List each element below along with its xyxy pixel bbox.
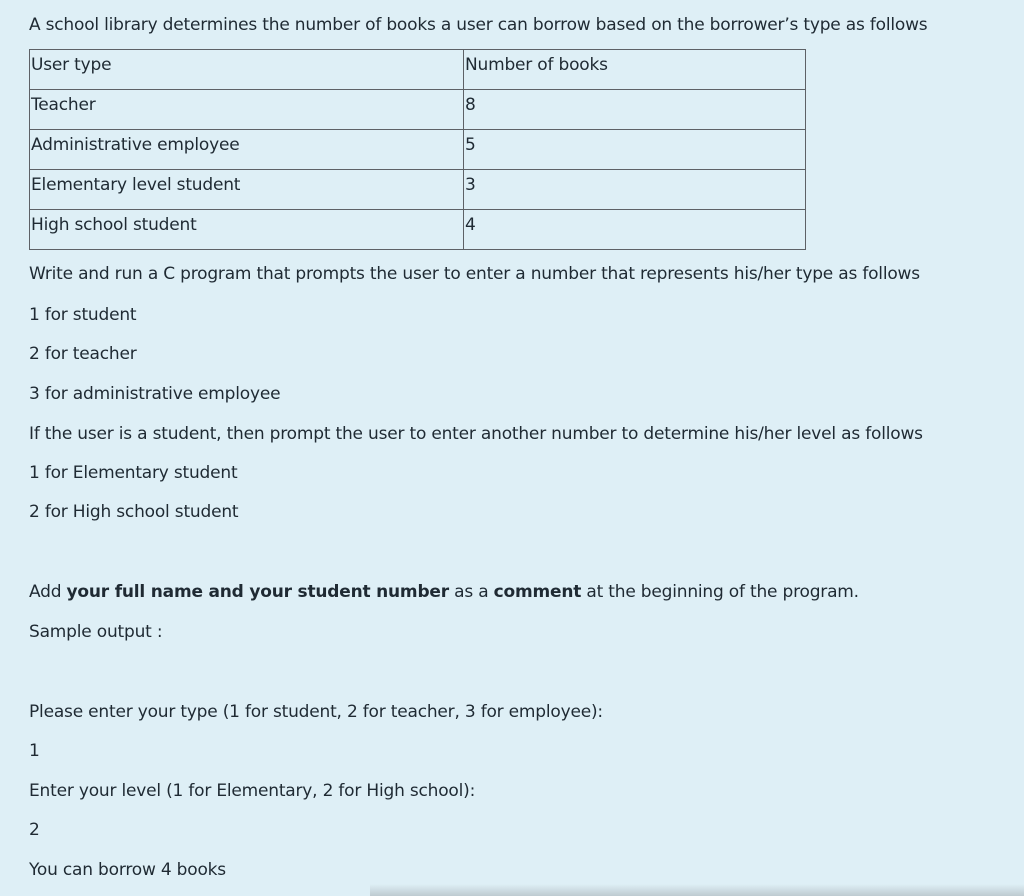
sample-prompt-level: Enter your level (1 for Elementary, 2 for High school): — [29, 781, 476, 801]
table-cell-user-type: Administrative employee — [30, 130, 464, 170]
sample-prompt-type: Please enter your type (1 for student, 2 for teacher, 3 for employee): — [29, 702, 603, 722]
sample-output-label: Sample output : — [29, 622, 163, 642]
table-cell-user-type: High school student — [30, 210, 464, 250]
table-row — [30, 90, 806, 130]
table-row — [30, 170, 806, 210]
books-table — [29, 49, 806, 250]
table-cell-books: 8 — [464, 90, 806, 130]
bottom-shadow — [370, 884, 1024, 896]
comment-instruction-name-number: your full name and your student number — [66, 582, 449, 602]
type-option-teacher: 2 for teacher — [29, 344, 137, 364]
comment-instruction — [29, 580, 859, 604]
table-row — [30, 130, 806, 170]
type-option-employee: 3 for administrative employee — [29, 384, 281, 404]
sample-result: You can borrow 4 books — [29, 860, 226, 880]
sample-input-type: 1 — [29, 741, 40, 761]
write-program-instruction: Write and run a C program that prompts the user to enter a number that represents his/her type as follows — [29, 264, 920, 284]
table-cell-user-type: Elementary level student — [30, 170, 464, 210]
table-row — [30, 210, 806, 250]
comment-instruction-pre: Add — [29, 582, 67, 602]
level-option-elementary: 1 for Elementary student — [29, 463, 238, 483]
comment-instruction-mid: as a — [448, 582, 494, 602]
intro-text: A school library determines the number of books a user can borrow based on the borrower’s type as follows — [29, 15, 928, 35]
student-level-instruction: If the user is a student, then prompt the user to enter another number to determine his/her level as follows — [29, 424, 923, 444]
table-header-row — [30, 50, 806, 90]
comment-instruction-post: at the beginning of the program. — [581, 582, 859, 602]
comment-instruction-comment: comment — [493, 582, 582, 602]
table-cell-user-type: Teacher — [30, 90, 464, 130]
table-header-number-of-books: Number of books — [464, 50, 806, 90]
level-option-high-school: 2 for High school student — [29, 502, 239, 522]
table-cell-books: 4 — [464, 210, 806, 250]
table-cell-books: 5 — [464, 130, 806, 170]
table-cell-books: 3 — [464, 170, 806, 210]
type-option-student: 1 for student — [29, 305, 137, 325]
sample-input-level: 2 — [29, 820, 40, 840]
table-header-user-type: User type — [30, 50, 464, 90]
